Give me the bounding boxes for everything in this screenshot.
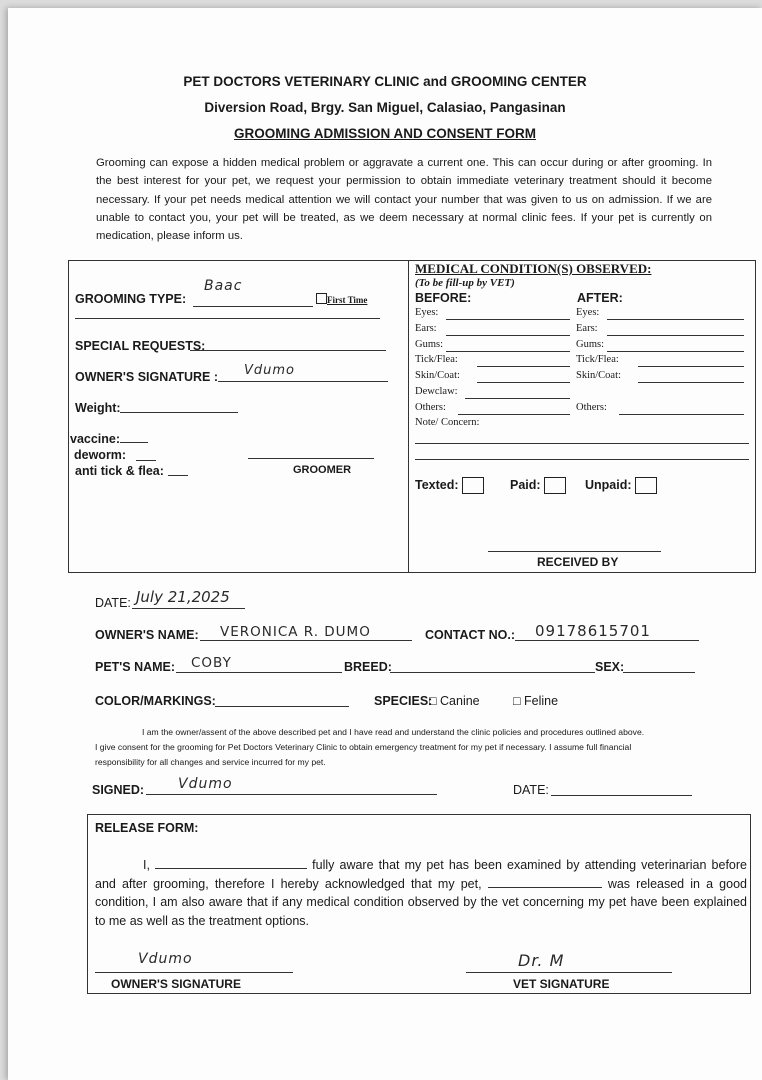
after-others-label: Others: bbox=[576, 401, 607, 413]
release-i-label: I, bbox=[143, 858, 150, 872]
deworm-field[interactable] bbox=[136, 460, 156, 461]
sex-field[interactable] bbox=[623, 672, 695, 673]
anti-tick-label: anti tick & flea: bbox=[75, 464, 164, 478]
paid-checkbox[interactable] bbox=[544, 477, 566, 494]
signed-field[interactable] bbox=[146, 794, 437, 795]
unpaid-checkbox[interactable] bbox=[635, 477, 657, 494]
unpaid-label: Unpaid: bbox=[585, 477, 632, 492]
groomer-label: GROOMER bbox=[293, 464, 352, 476]
received-by-line[interactable] bbox=[488, 551, 661, 552]
vaccine-field[interactable] bbox=[120, 442, 148, 443]
unpaid-option[interactable] bbox=[585, 477, 657, 494]
intro-paragraph: Grooming can expose a hidden medical problem or aggravate a current one. This can occur during or after grooming. In the best interest for your pet, we request your permission to obtain immediate veterinary treatment should it become necessary. If your pet needs medical attention we will contact your number that was given to us on admission. If we are unable to contact you, your pet will be treated, as we deem necessary at normal clinic fees. If your pet is currently on medication, please inform us. bbox=[96, 157, 712, 243]
owner-signature-value: Vdumo bbox=[244, 363, 296, 378]
vaccine-label: vaccine: bbox=[70, 432, 121, 446]
note-line-2[interactable] bbox=[415, 459, 749, 460]
anti-tick-field[interactable] bbox=[168, 475, 188, 476]
texted-label: Texted: bbox=[415, 477, 459, 492]
before-tickflea-field[interactable] bbox=[477, 366, 570, 367]
after-label: AFTER: bbox=[577, 291, 623, 305]
consent-date-field[interactable] bbox=[551, 795, 692, 796]
weight-label: Weight: bbox=[75, 401, 121, 415]
contact-label: CONTACT NO.: bbox=[425, 628, 516, 642]
release-owner-signature-label: OWNER'S SIGNATURE bbox=[111, 977, 241, 991]
release-text-a: fully aware that my pet has been examined by attending veterinarian before and after grooming, therefore I hereby acknowledged that my pet, bbox=[95, 858, 747, 891]
after-ears-label: Ears: bbox=[576, 322, 598, 334]
vet-signature-line[interactable] bbox=[466, 972, 672, 973]
consent-line-3: responsibility for all changes and service incurred for my pet. bbox=[95, 757, 326, 767]
release-text bbox=[95, 856, 747, 930]
after-skincoat-field[interactable] bbox=[638, 382, 744, 383]
medical-title: MEDICAL CONDITION(S) OBSERVED: bbox=[415, 261, 652, 276]
after-tickflea-field[interactable] bbox=[638, 366, 744, 367]
after-gums-label: Gums: bbox=[576, 338, 605, 350]
grooming-type-label: GROOMING TYPE: bbox=[75, 292, 187, 306]
contact-value: 09178615701 bbox=[535, 622, 651, 640]
species-canine-option[interactable]: □ Canine bbox=[429, 694, 480, 708]
signed-value: Vdumo bbox=[178, 776, 233, 792]
species-feline-option[interactable]: □ Feline bbox=[513, 694, 559, 708]
before-eyes-label: Eyes: bbox=[415, 307, 439, 318]
before-gums-label: Gums: bbox=[415, 338, 444, 350]
received-by-label: RECEIVED BY bbox=[537, 555, 619, 569]
contact-field[interactable] bbox=[515, 640, 699, 641]
box-divider bbox=[408, 260, 409, 573]
medical-subtitle: (To be fill-up by VET) bbox=[415, 277, 515, 289]
grooming-type-field[interactable] bbox=[193, 306, 313, 307]
vet-signature-value: Dr. M bbox=[518, 951, 565, 970]
breed-field[interactable] bbox=[390, 672, 595, 673]
special-requests-field[interactable] bbox=[190, 350, 386, 351]
before-label: BEFORE: bbox=[415, 291, 472, 305]
paid-label: Paid: bbox=[510, 477, 541, 492]
color-markings-label: COLOR/MARKINGS: bbox=[95, 694, 216, 708]
first-time-checkbox[interactable] bbox=[316, 293, 327, 304]
owner-name-field[interactable] bbox=[200, 640, 412, 641]
owner-name-label: OWNER'S NAME: bbox=[95, 628, 199, 642]
release-text-b: was released in a good condition, I am also aware that if any medical condition observed by the vet concerning my pet have been explained to me as well as the treatment options. bbox=[95, 876, 747, 928]
deworm-label: deworm: bbox=[74, 448, 127, 462]
consent-date-label: DATE: bbox=[513, 783, 549, 797]
release-owner-signature-line[interactable] bbox=[95, 972, 293, 973]
weight-field[interactable] bbox=[120, 412, 238, 413]
date-field[interactable] bbox=[132, 608, 245, 609]
after-tickflea-label: Tick/Flea: bbox=[576, 354, 619, 366]
admission-box bbox=[68, 260, 756, 573]
consent-line-1: I am the owner/assent of the above described pet and I have read and understand the clinic policies and procedures outlined above. bbox=[142, 727, 645, 737]
release-owner-name-field[interactable] bbox=[155, 856, 307, 869]
before-gums-field[interactable] bbox=[446, 351, 570, 352]
first-time-label: First Time bbox=[327, 295, 368, 305]
release-pet-name-field[interactable] bbox=[488, 875, 602, 888]
date-value: July 21,2025 bbox=[136, 588, 230, 606]
owner-name-value: VERONICA R. DUMO bbox=[220, 624, 371, 640]
first-time-option[interactable] bbox=[316, 293, 367, 305]
date-label: DATE: bbox=[95, 596, 131, 610]
before-dewclaw-label: Dewclaw: bbox=[415, 386, 458, 397]
owner-signature-label: OWNER'S SIGNATURE : bbox=[75, 370, 219, 384]
clinic-name: PET DOCTORS VETERINARY CLINIC and GROOMING CENTER bbox=[183, 74, 587, 89]
sex-label: SEX: bbox=[595, 660, 625, 674]
before-tickflea-label: Tick/Flea: bbox=[415, 354, 458, 366]
before-ears-label: Ears: bbox=[415, 322, 437, 334]
owner-signature-field[interactable] bbox=[218, 381, 388, 382]
texted-option[interactable] bbox=[415, 477, 484, 494]
note-line-1[interactable] bbox=[415, 443, 749, 444]
release-owner-signature-value: Vdumo bbox=[138, 951, 193, 967]
pet-name-value: COBY bbox=[191, 655, 232, 671]
before-dewclaw-field[interactable] bbox=[465, 398, 570, 399]
after-skincoat-label: Skin/Coat: bbox=[576, 370, 621, 382]
after-eyes-label: Eyes: bbox=[576, 307, 600, 318]
texted-checkbox[interactable] bbox=[462, 477, 484, 494]
after-gums-field[interactable] bbox=[607, 351, 744, 352]
color-markings-field[interactable] bbox=[215, 706, 349, 707]
before-skincoat-label: Skin/Coat: bbox=[415, 370, 460, 382]
before-eyes-field[interactable] bbox=[446, 319, 570, 320]
vet-signature-label: VET SIGNATURE bbox=[513, 977, 610, 991]
groomer-signature-line[interactable] bbox=[248, 458, 374, 459]
pet-name-label: PET'S NAME: bbox=[95, 660, 176, 674]
release-title: RELEASE FORM: bbox=[95, 821, 199, 835]
grooming-type-value: Baac bbox=[204, 278, 243, 294]
special-requests-label: SPECIAL REQUESTS: bbox=[75, 339, 206, 353]
after-ears-field[interactable] bbox=[607, 335, 744, 336]
breed-label: BREED: bbox=[344, 660, 392, 674]
form-page bbox=[8, 8, 762, 1080]
clinic-address: Diversion Road, Brgy. San Miguel, Calasiao, Pangasinan bbox=[204, 100, 566, 115]
paid-option[interactable] bbox=[510, 477, 566, 494]
species-label: SPECIES: bbox=[374, 694, 433, 708]
signed-label: SIGNED: bbox=[92, 783, 145, 797]
pet-name-field[interactable] bbox=[176, 672, 342, 673]
before-ears-field[interactable] bbox=[446, 335, 570, 336]
before-skincoat-field[interactable] bbox=[477, 382, 570, 383]
before-others-field[interactable] bbox=[458, 414, 570, 415]
consent-line-2: I give consent for the grooming for Pet Doctors Veterinary Clinic to obtain emergency treatment for my pet if necessary. I assume full financial bbox=[95, 742, 632, 752]
before-others-label: Others: bbox=[415, 401, 446, 413]
after-others-field[interactable] bbox=[619, 414, 744, 415]
form-title: GROOMING ADMISSION AND CONSENT FORM bbox=[234, 126, 536, 141]
after-eyes-field[interactable] bbox=[607, 319, 744, 320]
grooming-type-extra-line[interactable] bbox=[75, 318, 380, 319]
note-label: Note/ Concern: bbox=[415, 417, 480, 428]
